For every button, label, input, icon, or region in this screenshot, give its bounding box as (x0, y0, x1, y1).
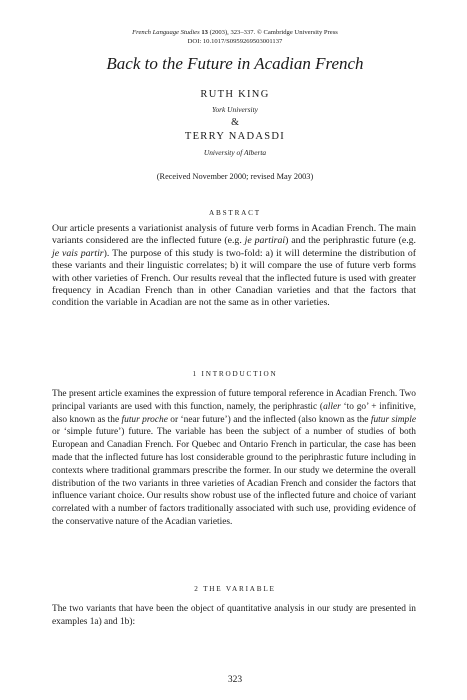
section-heading-introduction: 1 INTRODUCTION (192, 370, 278, 378)
abstract-heading: ABSTRACT (209, 209, 261, 217)
page-number: 323 (227, 675, 243, 685)
introduction-text (52, 388, 416, 529)
abstract-text (52, 223, 416, 310)
abstract-part: ). The purpose of this study is two-fold: a) it will determine the distribution of these variants and their linguistic correlates; b) it will compare the use of future verb forms with other varieties of French. Our results reveal that the inflected future is used with greater frequency in Acadian French than in other Canadian varieties and that the factors that condition the variable in Acadian are not the same as in other varieties. (52, 247, 416, 309)
author-name-2: TERRY NADASDI (184, 131, 286, 142)
journal-year-pages: (2003), 323–337. © Cambridge University Press (209, 29, 338, 36)
intro-term-futur-simple: futur simple (370, 414, 417, 425)
section-heading-variable: 2 THE VARIABLE (194, 585, 276, 593)
intro-term-futur-proche: futur proche (121, 414, 168, 425)
journal-header (60, 28, 410, 46)
journal-volume: 13 (201, 29, 208, 36)
abstract-example-inflected: je partirai (244, 235, 286, 247)
author-name-1: RUTH KING (200, 89, 270, 100)
article-title: Back to the Future in Acadian French (106, 54, 364, 73)
abstract-example-periphrastic: je vais partir (52, 247, 104, 259)
intro-part: or ‘simple future’) future. The variable has been the subject of a number of studies of both European and Canadian French. For Quebec and Ontario French in particular, the case has been made that the inflected future has lost considerable ground to the periphrastic future including in contexts where traditional grammars prescribe the former. In our study we determine the overall distribution of the two variants in three varieties of Acadian French and consider the factors that influence variant choice. Our results show robust use of the inflected future and choice of variant correlated with a number of factors traditionally associated with such use, providing evidence of the conservative nature of the Acadian varieties. (52, 427, 416, 527)
abstract-part: Our article presents a variationist analysis of future verb forms in Acadian French. The main variants considered are the inflected future (e.g. (52, 223, 416, 247)
author-separator: & (231, 117, 239, 128)
doi: DOI: 10.1017/S0959269503001137 (187, 38, 283, 45)
journal-citation (60, 28, 410, 37)
author-affiliation-1: York University (212, 105, 258, 114)
intro-part: or ‘near future’) and the inflected (also known as the (167, 414, 371, 425)
intro-part: ‘to go’ + infinitive, also known as the (52, 401, 416, 425)
journal-name: French Language Studies (132, 29, 200, 36)
abstract-part: ) and the periphrastic future (e.g. (285, 235, 416, 247)
variable-text: The two variants that have been the object of quantitative analysis in our study are presented in examples 1a) and 1b): (52, 604, 416, 627)
intro-part: The present article examines the expression of future temporal reference in Acadian French. Two principal variants are used with this function, namely, the periphrastic ( (52, 389, 416, 412)
author-affiliation-2: University of Alberta (203, 148, 267, 157)
intro-term-aller: aller (323, 401, 341, 412)
received-date: (Received November 2000; revised May 2003) (156, 172, 314, 181)
